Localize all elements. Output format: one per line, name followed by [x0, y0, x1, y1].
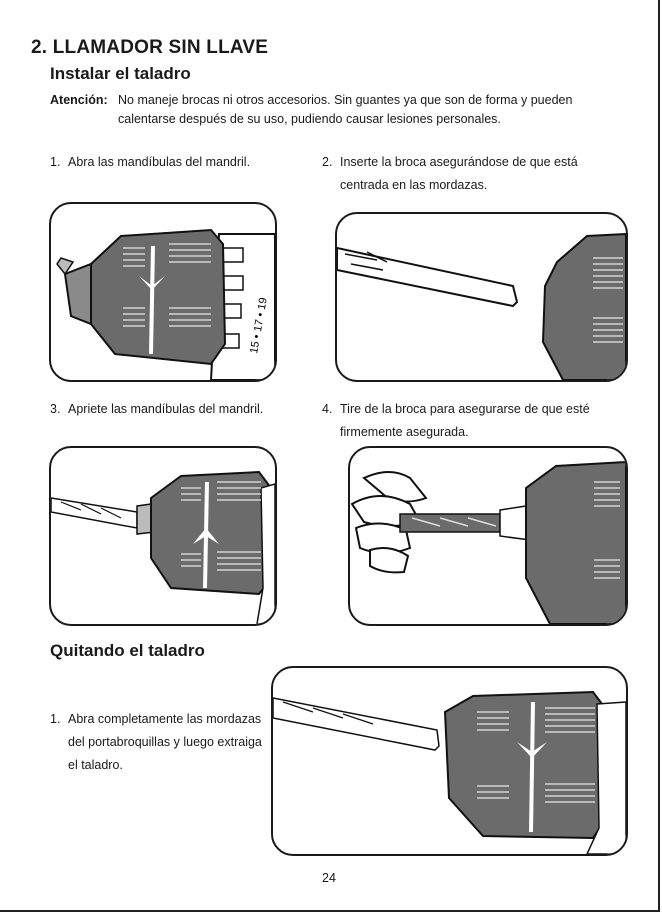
illustration-insert-bit [335, 212, 628, 382]
warning-line-1: No maneje brocas ni otros accesorios. Sin guantes ya que son de forma y pueden [118, 93, 573, 107]
illustration-open-chuck [49, 202, 277, 382]
install-heading: Instalar el taladro [50, 64, 191, 83]
step-text-line: centrada en las mordazas. [340, 178, 488, 192]
section-title: 2. LLAMADOR SIN LLAVE [31, 37, 269, 58]
warning-line-2: calentarse después de su uso, pudiendo causar lesiones personales. [118, 112, 501, 126]
step-number: 4. [322, 402, 333, 416]
warning-label: Atención: [50, 93, 108, 107]
remove-heading: Quitando el taladro [50, 641, 205, 660]
illustration-remove-bit [271, 666, 628, 856]
chuck-markings: 15 • 17 • 19 [248, 296, 270, 355]
step-text-line: del portabroquillas y luego extraiga [68, 735, 262, 749]
step-text-line: Abra las mandíbulas del mandril. [68, 155, 251, 169]
step-text-line: el taladro. [68, 758, 123, 772]
step-text-line: Apriete las mandíbulas del mandril. [68, 402, 264, 416]
step-text-line: Inserte la broca asegurándose de que está [340, 155, 578, 169]
step-number: 1. [50, 155, 61, 169]
step-number: 1. [50, 712, 61, 726]
step-text-line: firmemente asegurada. [340, 425, 469, 439]
step-text-line: Tire de la broca para asegurarse de que esté [340, 402, 590, 416]
page-number: 24 [322, 871, 336, 885]
illustration-pull-bit [348, 446, 628, 626]
step-number: 2. [322, 155, 333, 169]
illustration-tighten-chuck [49, 446, 277, 626]
step-text-line: Abra completamente las mordazas [68, 712, 262, 726]
step-number: 3. [50, 402, 61, 416]
